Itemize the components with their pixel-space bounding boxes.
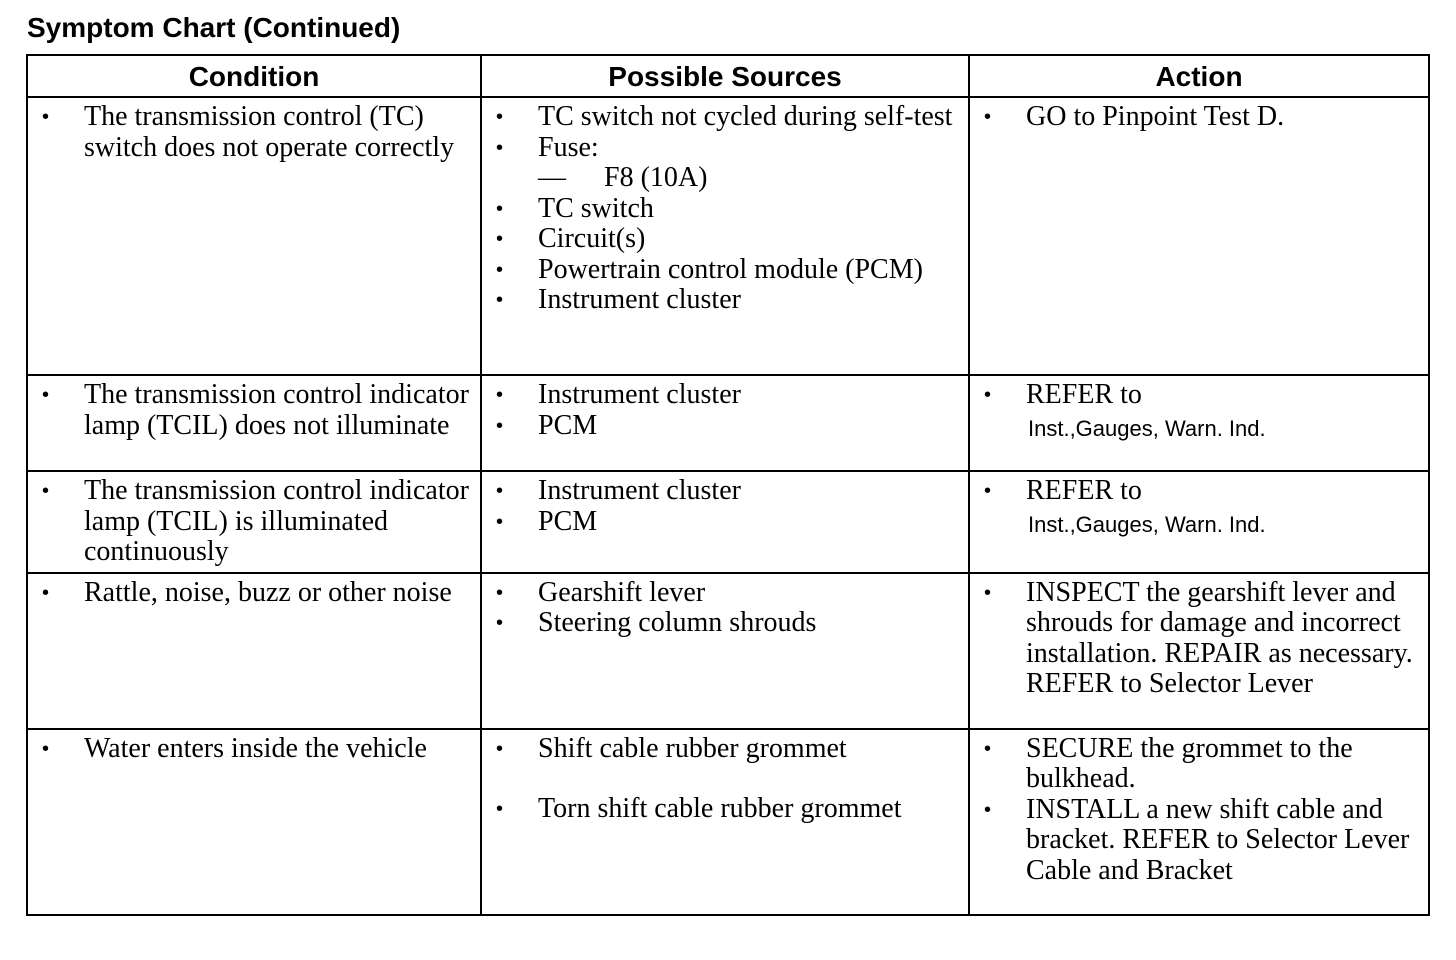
bullet-icon: • xyxy=(496,510,504,533)
table-row xyxy=(27,97,1429,375)
bullet-icon: • xyxy=(984,798,992,821)
bullet-icon: • xyxy=(42,106,50,128)
list-item: • PCM xyxy=(496,409,598,441)
list-item: • Torn shift cable rubber grommet xyxy=(496,793,902,824)
list-item: • REFER to Inst.,Gauges, Warn. Ind. xyxy=(970,476,1420,543)
sub-list-item: — F8 (10A) xyxy=(538,162,708,193)
list-item: • The transmission control indicator lamp (TCIL) does not illuminate xyxy=(42,379,469,441)
list-item: • The transmission control indicator lamp (TCIL) is illuminated continuously xyxy=(42,475,469,567)
manual-section-reference: Inst.,Gauges, Warn. Ind. xyxy=(1028,511,1266,537)
list-item: • INSPECT the gearshift lever and shrouds for damage and incorrect installation. REPAIR as necessary. REFER to Selector Lever xyxy=(984,576,1413,699)
list-item: • REFER to Inst.,Gauges, Warn. Ind. xyxy=(970,380,1420,447)
bullet-icon: • xyxy=(496,384,504,406)
bullet-icon: • xyxy=(496,258,504,281)
sources-cell xyxy=(481,471,969,573)
bullet-icon: • xyxy=(496,414,504,437)
list-item: • Instrument cluster xyxy=(496,379,741,410)
list-item: • Steering column shrouds xyxy=(496,607,817,638)
bullet-icon: • xyxy=(496,106,504,128)
list-item: • SECURE the grommet to the bulkhead. xyxy=(984,732,1353,794)
bullet-icon: • xyxy=(496,581,504,604)
list-item: • The transmission control (TC) switch does not operate correctly xyxy=(42,101,455,163)
action-cell xyxy=(969,573,1429,729)
bullet-icon: • xyxy=(496,612,504,634)
list-item: • Instrument cluster xyxy=(496,475,741,506)
table-row xyxy=(27,729,1429,915)
bullet-icon: • xyxy=(496,197,504,220)
sources-cell xyxy=(481,97,969,375)
condition-cell xyxy=(27,573,481,729)
header-possible-sources: Possible Sources xyxy=(481,55,969,97)
bullet-icon: • xyxy=(42,384,50,406)
table-row xyxy=(27,573,1429,729)
table-header-row xyxy=(27,55,1429,97)
bullet-icon: • xyxy=(42,480,50,502)
list-item: • Water enters inside the vehicle xyxy=(42,732,427,764)
action-cell xyxy=(969,471,1429,573)
list-item: • INSTALL a new shift cable and bracket. REFER to Selector Lever Cable and Bracket xyxy=(984,793,1410,886)
list-item: • Instrument cluster xyxy=(496,284,741,315)
bullet-icon: • xyxy=(496,480,504,502)
bullet-icon: • xyxy=(496,289,504,311)
header-condition: Condition xyxy=(27,55,481,97)
header-action: Action xyxy=(969,55,1429,97)
list-item: • Rattle, noise, buzz or other noise xyxy=(42,576,452,608)
bullet-icon: • xyxy=(984,384,992,406)
bullet-icon: • xyxy=(496,228,504,250)
list-item: • TC switch xyxy=(496,192,654,224)
bullet-icon: • xyxy=(984,737,992,760)
table-row xyxy=(27,375,1429,471)
bullet-icon: • xyxy=(984,480,992,502)
bullet-icon: • xyxy=(42,581,50,604)
symptom-chart-table xyxy=(26,54,1430,916)
list-item: • TC switch not cycled during self-test xyxy=(496,101,953,132)
sources-cell xyxy=(481,729,969,915)
list-item: • Fuse: — F8 (10A) xyxy=(482,133,960,194)
bullet-icon: • xyxy=(984,106,992,128)
manual-section-reference: Inst.,Gauges, Warn. Ind. xyxy=(1028,415,1266,441)
bullet-icon: • xyxy=(984,581,992,604)
condition-cell xyxy=(27,375,481,471)
dash-icon: — xyxy=(538,162,566,193)
condition-cell xyxy=(27,471,481,573)
list-item: • Circuit(s) xyxy=(496,223,646,254)
bullet-icon: • xyxy=(496,737,504,760)
page-title: Symptom Chart (Continued) xyxy=(27,12,401,43)
list-item: • GO to Pinpoint Test D. xyxy=(984,101,1285,132)
condition-cell xyxy=(27,97,481,375)
action-cell xyxy=(969,97,1429,375)
bullet-icon: • xyxy=(42,737,50,760)
action-cell xyxy=(969,375,1429,471)
bullet-icon: • xyxy=(496,798,504,820)
action-cell xyxy=(969,729,1429,915)
sources-cell xyxy=(481,375,969,471)
sources-cell xyxy=(481,573,969,729)
list-item: • PCM xyxy=(496,505,598,537)
table-row xyxy=(27,471,1429,573)
list-item: • Gearshift lever xyxy=(496,576,706,608)
bullet-icon: • xyxy=(496,136,504,159)
condition-cell xyxy=(27,729,481,915)
list-item: • Powertrain control module (PCM) xyxy=(496,253,923,285)
list-item: • Shift cable rubber grommet xyxy=(496,732,847,764)
